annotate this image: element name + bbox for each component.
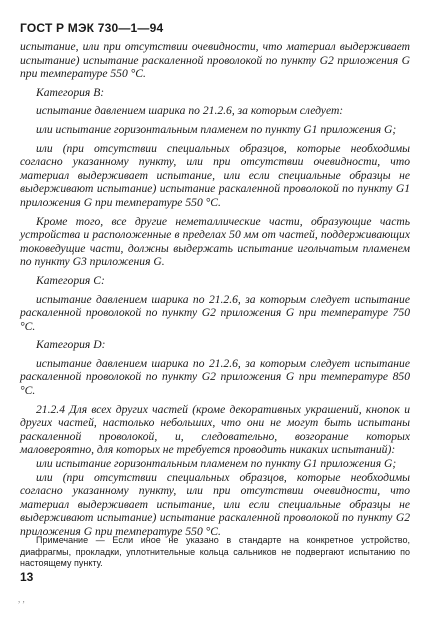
- document-body: [20, 40, 410, 539]
- paragraph: или испытание горизонтальным пламенем по пункту G1 приложения G;: [36, 457, 397, 471]
- paragraph: Кроме того, все другие неметаллические части, образующие часть устройства и расположенные в пределах 50 мм от частей, поддерживающих токоведущие части, должны выдержать испытание игольчатым пламенем по пункту G3 приложения G.: [20, 214, 410, 269]
- paragraph: испытание давлением шарика по 21.2.6, за которым следует испытание раскаленной проволокой по пункту G2 приложения G при температуре 850 °C.: [20, 356, 410, 398]
- standard-header: ГОСТ Р МЭК 730—1—94: [20, 21, 164, 35]
- paragraph: или (при отсутствии специальных образцов, которые необходимы согласно указанному пункту, или при отсутствии очевидности, что материал выдерживает испытание, или если специальные образцы не выдерживают испытание) испытание раскаленной проволокой по пункту G1 приложения G при температуре 550 °C.: [20, 141, 410, 209]
- page-number: 13: [20, 570, 34, 584]
- clause-21-2-4: 21.2.4 Для всех других частей (кроме декоративных украшений, кнопок и других частей, настолько небольших, что они не могут быть испытаны раскаленной проволокой, и, следовательно, возгорание которых маловероятно, для которых не требуется проводить никаких испытаний):: [20, 402, 410, 457]
- scan-mark: , ,: [18, 594, 25, 604]
- paragraph: испытание, или при отсутствии очевидности, что материал выдерживает испытание) испытание раскаленной проволокой по пункту G2 приложения G при температуре 550 °C.: [20, 40, 410, 81]
- paragraph: испытание давлением шарика по 21.2.6, за которым следует:: [36, 104, 344, 118]
- category-heading: Категория С:: [36, 273, 105, 287]
- paragraph: или (при отсутствии специальных образцов, которые необходимы согласно указанному пункту, или при отсутствии очевидности, что материал выдерживает испытание, или если специальные образцы не выдерживают испытание) испытание раскаленной проволокой по пункту G2 приложения G при температуре 550 °C.: [20, 470, 410, 538]
- category-heading: Категория В:: [36, 85, 105, 99]
- footnote-note: Примечание — Если иное не указано в стандарте на конкретное устройство, диафрагмы, прокладки, уплотнительные кольца сальников не подвергают испытанию по настоящему пункту.: [20, 535, 410, 568]
- paragraph: испытание давлением шарика по 21.2.6, за которым следует испытание раскаленной проволокой по пункту G2 приложения G при температуре 750 °C.: [20, 292, 410, 333]
- category-heading: Категория D:: [36, 338, 106, 352]
- paragraph: или испытание горизонтальным пламенем по пункту G1 приложения G;: [36, 122, 397, 136]
